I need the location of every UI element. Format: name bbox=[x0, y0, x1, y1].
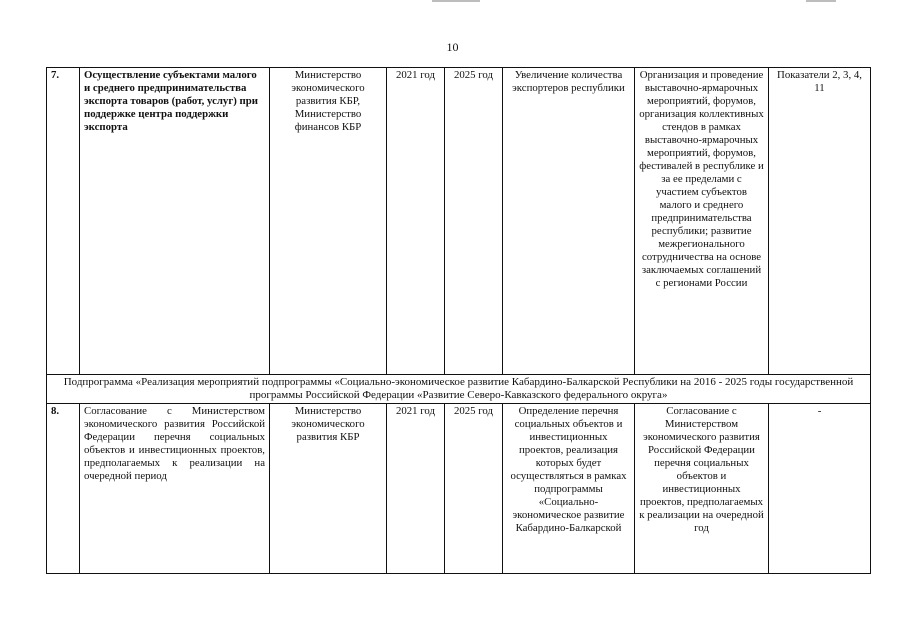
measures-table bbox=[46, 67, 871, 574]
row-number: 8. bbox=[47, 404, 80, 574]
content-cell: Организация и проведение выставочно-ярмарочных мероприятий, форумов, организация коллективных стендов в рамках выставочно-ярмарочных мероприятий, форумов, фестивалей в республике и за ее пределами с участием субъектов малого и среднего предпринимательства республики; развитие межрегионального сотрудничества на основе заключаемых соглашений с регионами России bbox=[635, 68, 769, 375]
result-cell: Определение перечня социальных объектов и инвестиционных проектов, реализация которых будет осуществляться в рамках подпрограммы «Социально-экономическое развитие Кабардино-Балкарской bbox=[503, 404, 635, 574]
indicators-cell: - bbox=[769, 404, 871, 574]
row-number: 7. bbox=[47, 68, 80, 375]
table-row bbox=[47, 404, 871, 574]
result-cell: Увеличение количества экспортеров республики bbox=[503, 68, 635, 375]
start-year-cell: 2021 год bbox=[387, 404, 445, 574]
start-year-cell: 2021 год bbox=[387, 68, 445, 375]
content-cell: Согласование с Министерством экономического развития Российской Федерации перечня социальных объектов и инвестиционных проектов, предполагаемых к реализации на очередной год bbox=[635, 404, 769, 574]
page-number: 10 bbox=[446, 40, 459, 54]
table-row bbox=[47, 375, 871, 404]
scan-artifact bbox=[432, 0, 480, 2]
measure-cell bbox=[80, 68, 270, 375]
measure-text: Осуществление субъектами малого и среднего предпринимательства экспорта товаров (работ, услуг) при поддержке центра поддержки экспорта bbox=[84, 69, 258, 133]
measure-cell: Согласование с Министерством экономического развития Российской Федерации перечня социальных объектов и инвестиционных проектов, предполагаемых к реализации на очередной период bbox=[80, 404, 270, 574]
end-year-cell: 2025 год bbox=[445, 404, 503, 574]
executor-cell: Министерство экономического развития КБР bbox=[270, 404, 387, 574]
table-row bbox=[47, 68, 871, 375]
end-year-cell: 2025 год bbox=[445, 68, 503, 375]
executor-cell: Министерство экономического развития КБР, Министерство финансов КБР bbox=[270, 68, 387, 375]
scan-artifact bbox=[806, 0, 836, 2]
indicators-cell: Показатели 2, 3, 4, 11 bbox=[769, 68, 871, 375]
subprogram-heading: Подпрограмма «Реализация мероприятий подпрограммы «Социально-экономическое развитие Кабардино-Балкарской Республики на 2016 - 2025 годы государственной программы Российской Федерации «Развитие Северо-Кавказского федерального округа» bbox=[47, 375, 871, 404]
